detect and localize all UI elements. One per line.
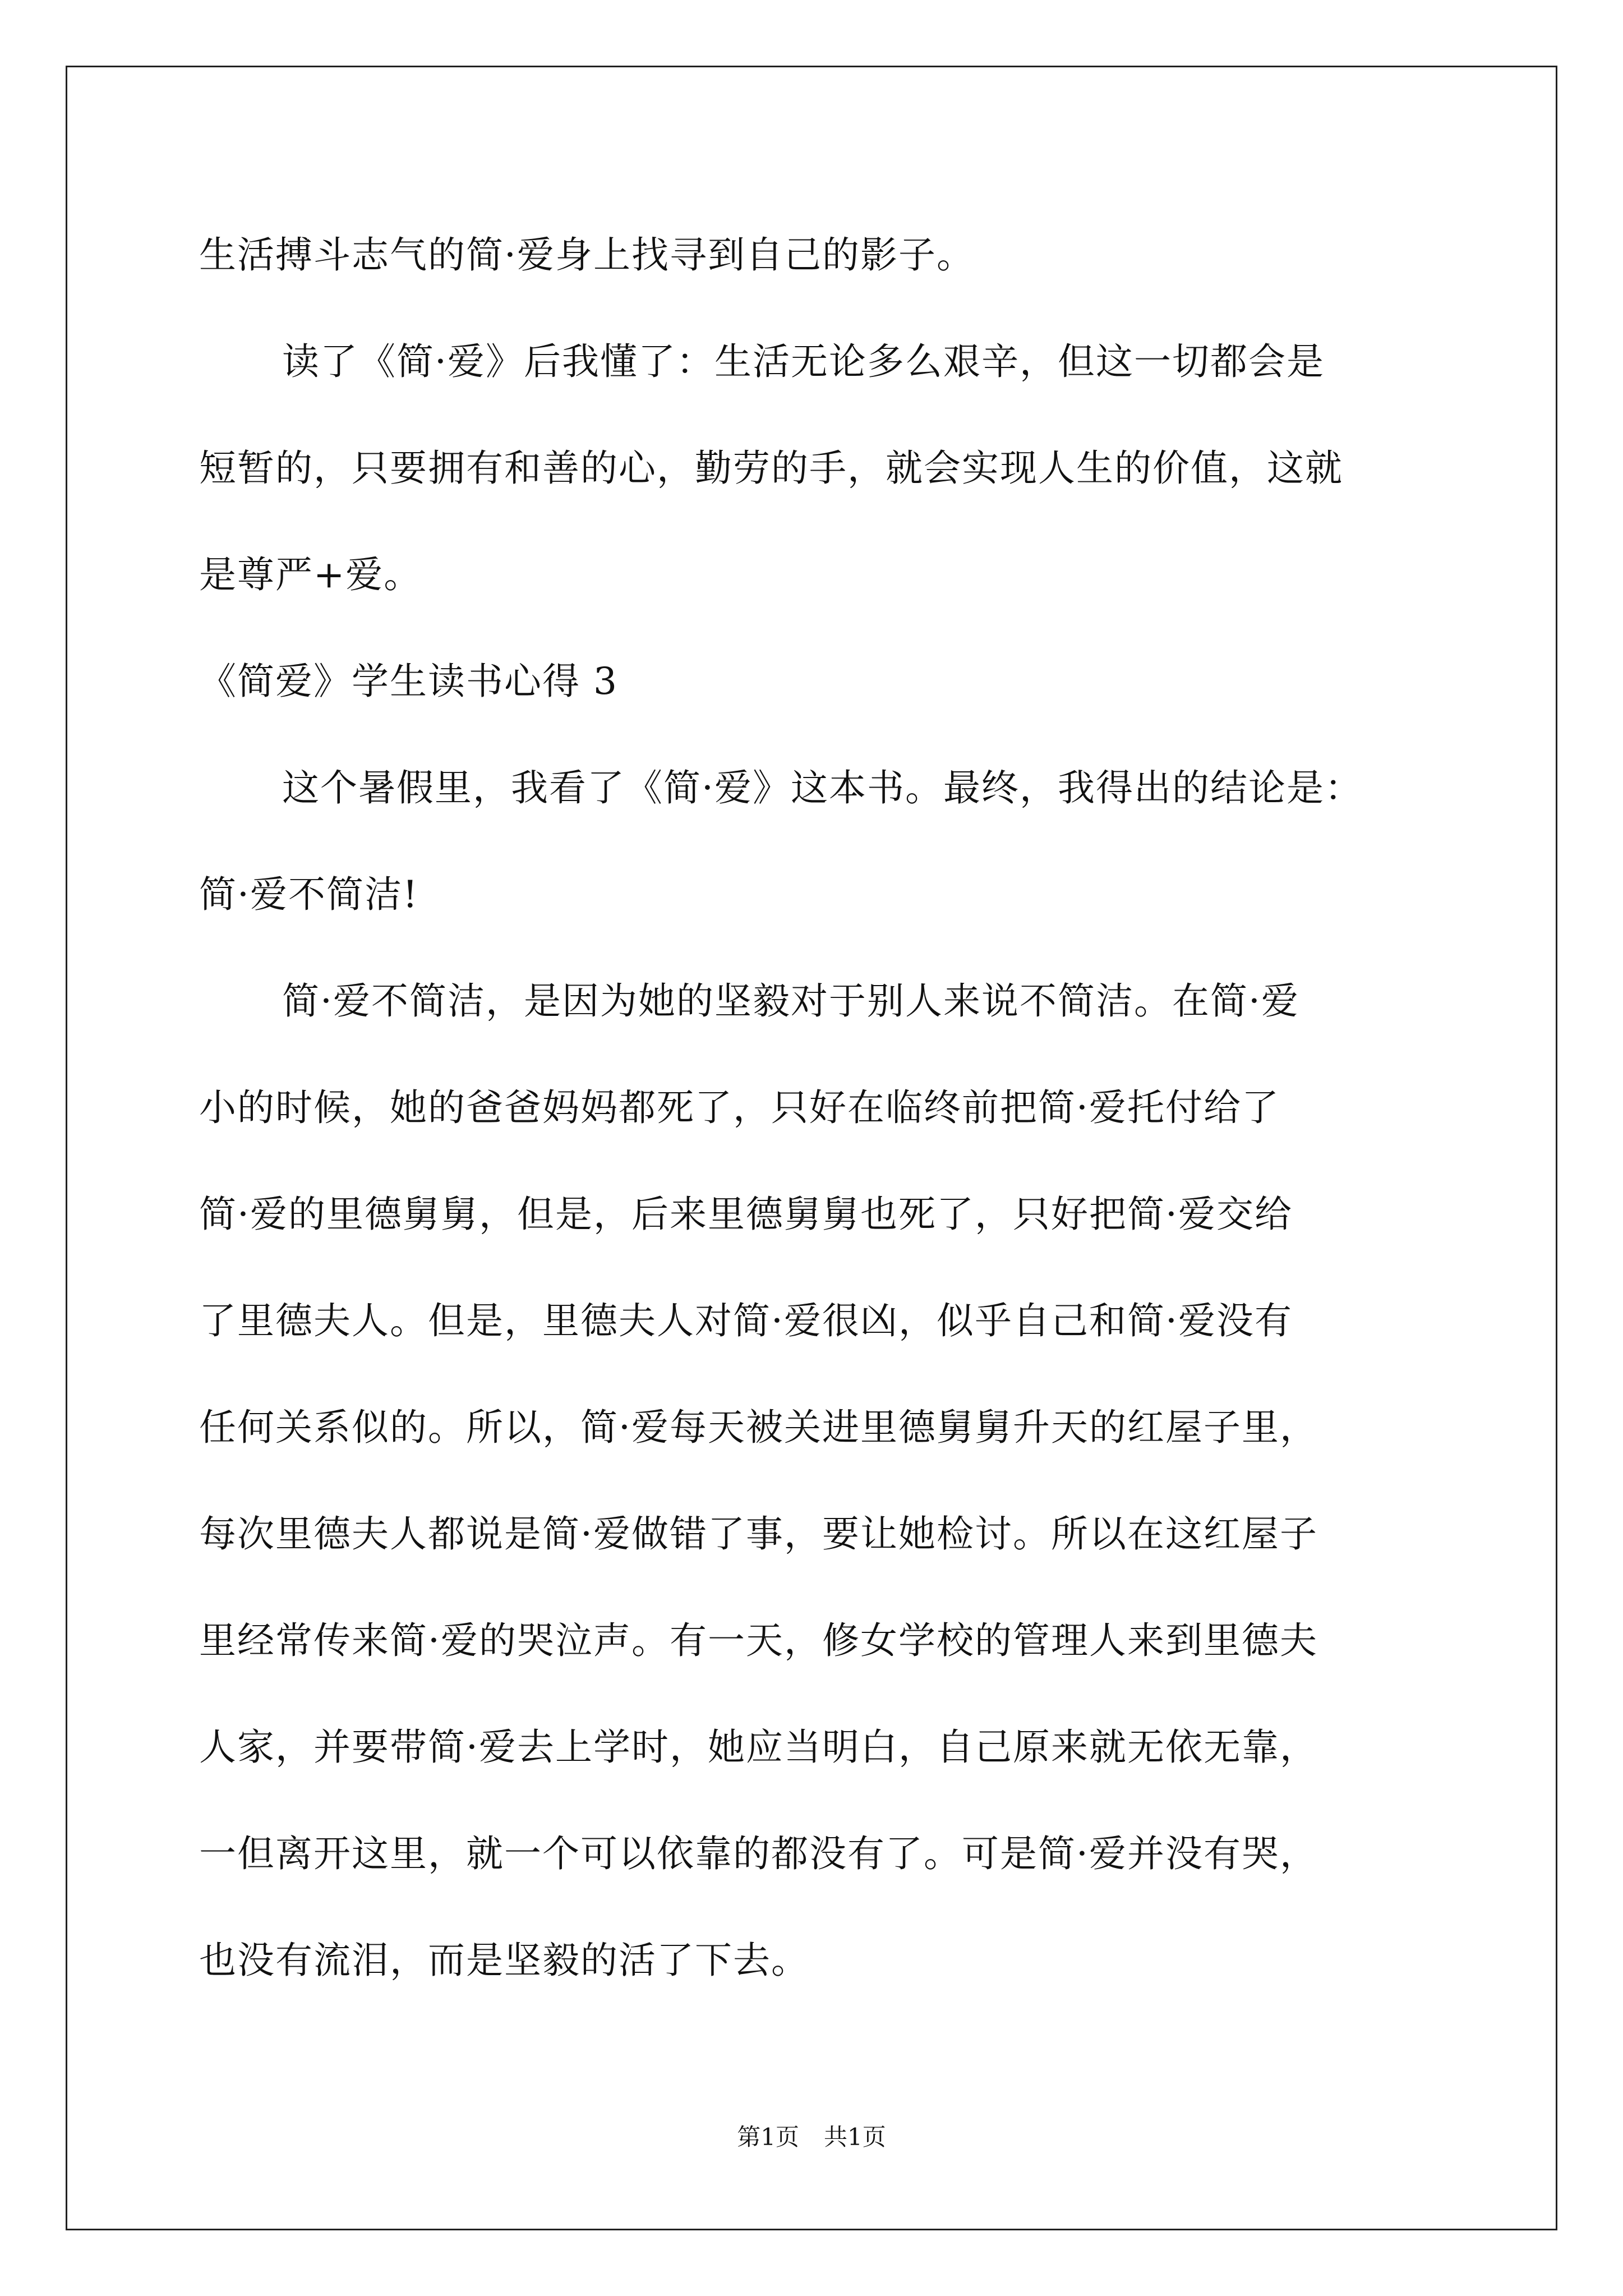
section-heading: 《简爱》学生读书心得 3 <box>199 660 618 703</box>
paragraph-line: 人家，并要带简·爱去上学时，她应当明白，自己原来就无依无靠， <box>199 1726 1318 1769</box>
document-body <box>199 202 1433 2014</box>
paragraph-line: 简·爱不简洁，是因为她的坚毅对于别人来说不简洁。在简·爱 <box>282 979 1299 1023</box>
paragraph-line: 也没有流泪，而是坚毅的活了下去。 <box>199 1939 809 1982</box>
paragraph-line: 是尊严+爱。 <box>199 553 422 596</box>
paragraph-line: 小的时候，她的爸爸妈妈都死了，只好在临终前把简·爱托付给了 <box>199 1086 1280 1129</box>
paragraph-line: 每次里德夫人都说是简·爱做错了事，要让她检讨。所以在这红屋子 <box>199 1512 1318 1556</box>
paragraph-line: 简·爱不简洁! <box>199 873 419 916</box>
paragraph-line: 这个暑假里，我看了《简·爱》这本书。最终，我得出的结论是： <box>282 766 1363 809</box>
paragraph-line: 短暂的，只要拥有和善的心，勤劳的手，就会实现人生的价值，这就 <box>199 447 1343 490</box>
page-footer <box>0 2120 1623 2154</box>
paragraph-line: 读了《简·爱》后我懂了：生活无论多么艰辛，但这一切都会是 <box>282 340 1325 383</box>
page-total: 共1页 <box>824 2123 886 2151</box>
paragraph-line: 任何关系似的。所以，简·爱每天被关进里德舅舅升天的红屋子里， <box>199 1406 1318 1449</box>
paragraph-line: 一但离开这里，就一个可以依靠的都没有了。可是简·爱并没有哭， <box>199 1832 1318 1875</box>
paragraph-line: 里经常传来简·爱的哭泣声。有一天，修女学校的管理人来到里德夫 <box>199 1619 1318 1662</box>
page-number: 第1页 <box>737 2123 799 2151</box>
paragraph-line: 简·爱的里德舅舅，但是，后来里德舅舅也死了，只好把简·爱交给 <box>199 1193 1293 1236</box>
paragraph-line: 生活搏斗志气的简·爱身上找寻到自己的影子。 <box>199 233 975 277</box>
paragraph-line: 了里德夫人。但是，里德夫人对简·爱很凶，似乎自己和简·爱没有 <box>199 1299 1293 1342</box>
